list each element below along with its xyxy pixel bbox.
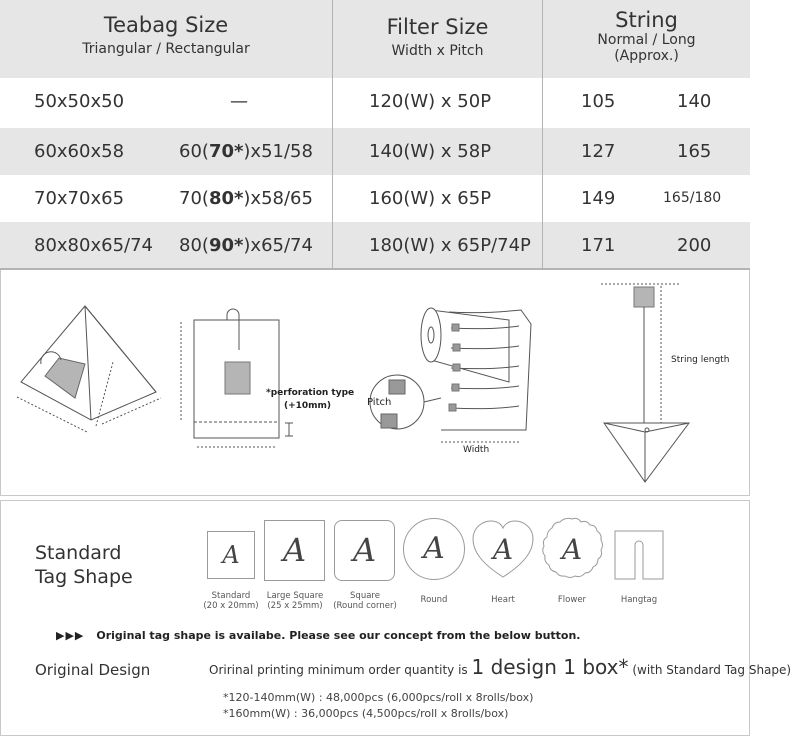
tag-shape-title: Standard Tag Shape xyxy=(35,542,133,588)
string-normal: 171 xyxy=(581,235,616,256)
order-detail-line-2: *160mm(W) : 36,000pcs (4,500pcs/roll x 8rolls/box) xyxy=(223,707,509,720)
string-length-drawing xyxy=(601,284,689,482)
triangular-size: 50x50x50 xyxy=(34,91,125,112)
perforation-sub-label: (+10mm) xyxy=(284,401,332,411)
string-long: 165 xyxy=(677,141,712,162)
original-design-label: Original Design xyxy=(35,661,151,679)
column-divider xyxy=(332,0,333,268)
square-round-corner-tag-shape: A xyxy=(334,520,395,581)
flower-tag-glyph: A xyxy=(561,533,583,566)
string-normal: 127 xyxy=(581,141,616,162)
original-tag-note: ▶▶▶ Original tag shape is availabe. Please see our concept from the below button. xyxy=(56,629,581,642)
pitch-label: Pitch xyxy=(367,397,392,408)
string-long: 200 xyxy=(677,235,712,256)
filter-size: 140(W) x 58P xyxy=(369,141,492,162)
teabag-size-header xyxy=(0,0,332,78)
standard-tag-shape: A xyxy=(207,531,255,579)
table-row xyxy=(0,78,750,125)
round-tag-shape: A xyxy=(403,518,465,580)
width-label: Width xyxy=(463,445,490,455)
column-divider xyxy=(542,0,543,268)
string-subtitle: Normal / Long xyxy=(597,32,696,48)
string-normal: 149 xyxy=(581,188,616,209)
rectangular-teabag-drawing xyxy=(181,309,293,447)
square-round-corner-tag-label: Square (Round corner) xyxy=(333,591,397,611)
arrow-icons: ▶▶▶ xyxy=(56,629,85,642)
rectangular-size: 80(90*)x65/74 xyxy=(179,235,313,256)
table-row xyxy=(0,175,750,222)
string-subtitle-approx: (Approx.) xyxy=(614,48,679,64)
teabag-diagram-panel xyxy=(0,270,750,496)
pyramid-teabag-drawing xyxy=(17,306,161,432)
rectangular-size: 70(80*)x58/65 xyxy=(179,188,313,209)
table-row xyxy=(0,128,750,175)
filter-size-title: Filter Size xyxy=(386,15,489,39)
filter-roll-drawing xyxy=(370,308,531,442)
table-row xyxy=(0,222,750,269)
perforation-label: *perforation type xyxy=(266,388,355,398)
large-square-tag-label: Large Square (25 x 25mm) xyxy=(266,591,324,611)
heart-tag-glyph: A xyxy=(492,533,514,566)
teabag-diagrams xyxy=(1,270,751,496)
hangtag-label: Hangtag xyxy=(620,595,658,605)
large-square-tag-shape: A xyxy=(264,520,325,581)
filter-size-subtitle: Width x Pitch xyxy=(391,43,484,59)
round-tag-label: Round xyxy=(420,595,448,605)
triangular-size: 70x70x65 xyxy=(34,188,125,209)
rectangular-size: 60(70*)x51/58 xyxy=(179,141,313,162)
string-long: 140 xyxy=(677,91,712,112)
rectangular-size: — xyxy=(230,91,248,112)
triangular-size: 80x80x65/74 xyxy=(34,235,153,256)
filter-size: 120(W) x 50P xyxy=(369,91,492,112)
string-header xyxy=(543,0,750,78)
string-long: 165/180 xyxy=(663,190,722,206)
heart-tag-label: Heart xyxy=(491,595,515,605)
hangtag-shape xyxy=(613,529,665,581)
string-length-label: String length xyxy=(671,355,730,365)
filter-size-header xyxy=(333,0,542,78)
flower-tag-label: Flower xyxy=(557,595,587,605)
standard-tag-label: Standard (20 x 20mm) xyxy=(203,591,259,611)
teabag-size-title: Teabag Size xyxy=(103,13,229,37)
string-title: String xyxy=(615,8,678,32)
minimum-order-text: Oririnal printing minimum order quantity is 1 design 1 box* (with Standard Tag Shape) xyxy=(209,655,791,679)
filter-size: 180(W) x 65P/74P xyxy=(369,235,531,256)
spec-table xyxy=(0,0,750,268)
order-detail-line-1: *120-140mm(W) : 48,000pcs (6,000pcs/roll x 8rolls/box) xyxy=(223,691,534,704)
filter-size: 160(W) x 65P xyxy=(369,188,492,209)
triangular-size: 60x60x58 xyxy=(34,141,125,162)
string-normal: 105 xyxy=(581,91,616,112)
tag-shape-panel xyxy=(0,500,791,736)
teabag-size-subtitle: Triangular / Rectangular xyxy=(82,41,250,57)
